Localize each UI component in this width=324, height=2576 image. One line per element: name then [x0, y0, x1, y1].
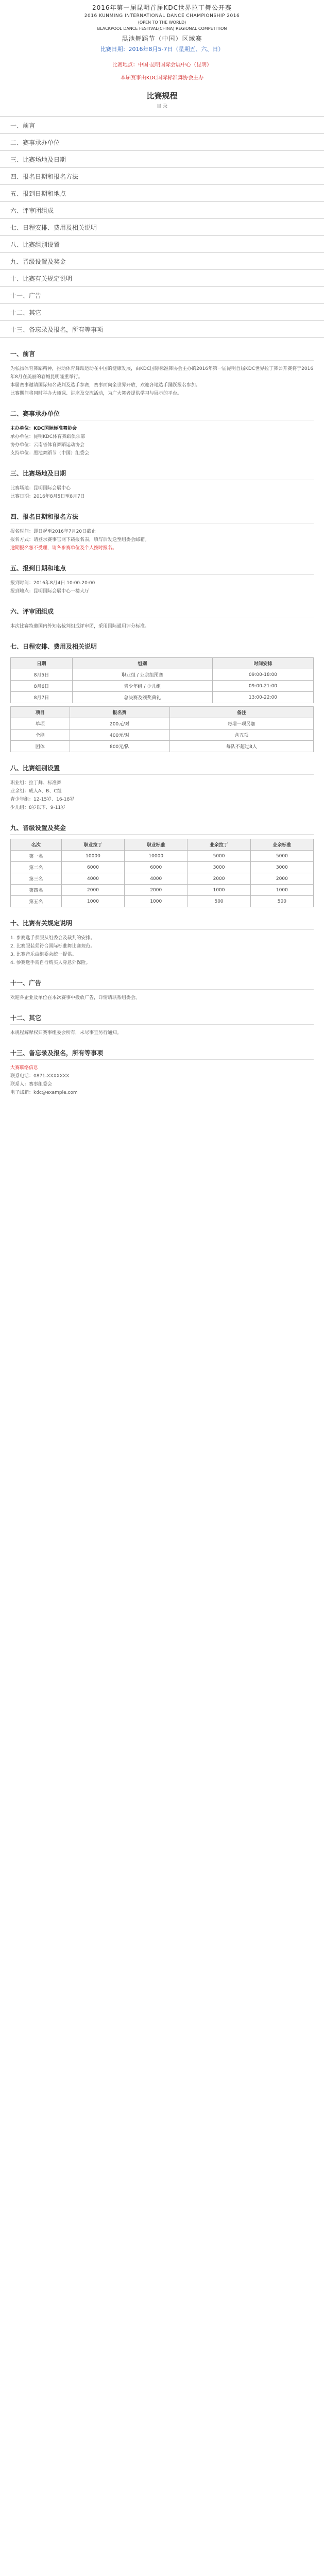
event-regional-en: BLACKPOOL DANCE FESTIVAL(CHINA) REGIONAL COMPETITION: [97, 26, 227, 31]
schedule-table: [10, 657, 314, 703]
event-date: 比赛日期：2016年8月5-7日（星期五、六、日）: [100, 46, 224, 53]
prize-table: [10, 839, 314, 907]
table-cell: 3000: [187, 862, 250, 873]
table-cell: 2000: [250, 873, 313, 885]
paragraph: 支持单位：黑池舞蹈节（中国）组委会: [10, 451, 90, 456]
table-cell: 3000: [250, 862, 313, 873]
table-cell: 青少年组 / 少儿组: [72, 681, 212, 692]
table-header: 时间安排: [212, 658, 313, 669]
section-heading-registration: 四、报名日期和报名方法: [10, 512, 314, 523]
table-cell: 全能: [11, 730, 70, 741]
table-header: 项目: [11, 707, 70, 718]
paragraph: 少儿组：8岁以下、9-11岁: [10, 805, 66, 810]
paragraph: 承办单位：昆明KDC体育舞蹈俱乐部: [10, 434, 86, 439]
table-row: [11, 885, 314, 896]
event-title-cn: 2016年第一届昆明首届KDC世界拉丁舞公开赛: [92, 4, 232, 11]
table-row: [11, 681, 314, 692]
venue-notice: 比赛地点：中国·昆明国际会展中心（昆明）: [112, 62, 212, 68]
section-heading-organizers: 二、赛事承办单位: [10, 409, 314, 420]
toc-item[interactable]: 八、比赛组别设置: [0, 235, 324, 252]
paragraph: 业余组：成人A、B、C组: [10, 789, 62, 794]
table-cell: 500: [250, 896, 313, 907]
toc-item[interactable]: 十一、广告: [0, 286, 324, 303]
paragraph: 报名方式：请登录赛事官网下载报名表，填写后发送至组委会邮箱。: [10, 537, 150, 543]
table-cell: 4000: [125, 873, 187, 885]
table-row: [11, 718, 314, 730]
table-cell: 2000: [125, 885, 187, 896]
toc-item[interactable]: 十三、备忘录及报名，所有等事项: [0, 320, 324, 338]
table-cell: 10000: [61, 851, 124, 862]
paragraph: 主办单位：KDC国际标准舞协会: [10, 426, 77, 431]
table-cell: 800元/队: [70, 741, 169, 752]
table-row: [11, 741, 314, 752]
table-cell: 13:00-22:00: [212, 692, 313, 703]
paragraph: 青少年组：12-15岁、16-18岁: [10, 797, 75, 802]
paragraph: 逾期报名恕不受理，请各参赛单位及个人按时报名。: [10, 546, 117, 551]
table-cell: 8月5日: [11, 669, 73, 681]
table-cell: 5000: [250, 851, 313, 862]
table-cell: 1000: [125, 896, 187, 907]
paragraph: 协办单位：云南省体育舞蹈运动协会: [10, 443, 85, 448]
table-cell: 1000: [187, 885, 250, 896]
table-header: 备注: [169, 707, 313, 718]
event-title-en: 2016 KUNMING INTERNATIONAL DANCE CHAMPIONSHIP 2016: [84, 13, 240, 19]
paragraph: 报到地点：昆明国际会展中心一楼大厅: [10, 589, 90, 594]
paragraph: 比赛场地：昆明国际会展中心: [10, 486, 71, 491]
paragraph: 本规程解释权归赛事组委会所有，未尽事宜另行通知。: [10, 1030, 122, 1036]
table-cell: 每队不超过8人: [169, 741, 313, 752]
toc-item[interactable]: 五、报到日期和地点: [0, 184, 324, 201]
table-cell: 2000: [61, 885, 124, 896]
table-cell: 团体: [11, 741, 70, 752]
table-cell: 8月7日: [11, 692, 73, 703]
table-cell: 1000: [250, 885, 313, 896]
toc-item[interactable]: 四、报名日期和报名方法: [0, 167, 324, 184]
toc-item[interactable]: 十二、其它: [0, 303, 324, 320]
table-row: [11, 692, 314, 703]
table-header: 业余标准: [250, 839, 313, 851]
section-heading-other: 十二、其它: [10, 1013, 314, 1025]
contact-title: 大赛联络信息: [10, 1065, 39, 1071]
paragraph: 报到时间：2016年8月4日 10:00-20:00: [10, 581, 95, 586]
toc-item[interactable]: 二、赛事承办单位: [0, 133, 324, 150]
table-row: [11, 896, 314, 907]
section-heading-preface: 一、前言: [10, 349, 314, 361]
table-cell: 4000: [61, 873, 124, 885]
toc-item[interactable]: 六、评审团组成: [0, 201, 324, 218]
event-regional-cn: 黑池舞蹈节（中国）区域赛: [122, 35, 202, 42]
paragraph: 本次比赛特邀国内外知名裁判组成评审团，采用国际通用评分标准。: [10, 624, 150, 629]
doc-title-block: [131, 90, 193, 109]
event-header: [0, 0, 324, 53]
table-cell: 含五项: [169, 730, 313, 741]
table-cell: 总决赛及颁奖典礼: [72, 692, 212, 703]
table-row: [11, 862, 314, 873]
table-cell: 1000: [61, 896, 124, 907]
table-cell: 6000: [125, 862, 187, 873]
toc-item[interactable]: 一、前言: [0, 116, 324, 133]
section-heading-venue: 三、比赛场地及日期: [10, 469, 314, 480]
section-heading-schedule: 七、日程安排、费用及相关说明: [10, 642, 314, 653]
doc-subtitle: 目 录: [157, 104, 167, 109]
doc-title: 比赛规程: [146, 91, 178, 100]
contact-line: 联系人：赛事组委会: [10, 1082, 53, 1087]
paragraph: 报名时间：即日起至2016年7月20日截止: [10, 529, 96, 534]
table-row: [11, 730, 314, 741]
organizer-notice: 本届赛事由KDC国际标准舞协会主办: [120, 75, 204, 81]
table-header: 业余拉丁: [187, 839, 250, 851]
table-header: 报名费: [70, 707, 169, 718]
paragraph: 职业组：拉丁舞、标准舞: [10, 781, 62, 786]
section-heading-categories: 八、比赛组别设置: [10, 764, 314, 775]
table-cell: 每增一项另加: [169, 718, 313, 730]
table-cell: 400元/对: [70, 730, 169, 741]
paragraph: 欢迎各企业及单位在本次赛事中投放广告，详情请联系组委会。: [10, 995, 141, 1001]
table-cell: 第二名: [11, 862, 62, 873]
paragraph: 2. 比赛服装须符合国际标准舞比赛规范。: [10, 944, 95, 949]
paragraph: 为弘扬体育舞蹈精神，推动体育舞蹈运动在中国的健康发展，由KDC国际标准舞协会主办的2016年第一届昆明首届KDC世界拉丁舞公开赛将于2016年8月在美丽的春城昆明隆重举行。: [10, 366, 314, 380]
table-cell: 09:00-18:00: [212, 669, 313, 681]
contact-line: 联系电话：0871-XXXXXXX: [10, 1074, 70, 1079]
table-row: [11, 851, 314, 862]
table-of-contents: [0, 116, 324, 338]
paragraph: 本届赛事邀请国际知名裁判及选手参赛，赛事面向全世界开放，欢迎各地选手踊跃报名参加。: [10, 383, 201, 388]
section-heading-checkin: 五、报到日期和地点: [10, 564, 314, 575]
table-cell: 5000: [187, 851, 250, 862]
section-heading-rules: 十、比赛有关规定说明: [10, 919, 314, 930]
table-cell: 500: [187, 896, 250, 907]
table-header: 名次: [11, 839, 62, 851]
table-cell: 职业组 / 业余组预赛: [72, 669, 212, 681]
table-cell: 单项: [11, 718, 70, 730]
table-header: 组别: [72, 658, 212, 669]
table-cell: 09:00-21:00: [212, 681, 313, 692]
paragraph: 1. 参赛选手须服从组委会及裁判的安排。: [10, 936, 95, 941]
table-row: [11, 669, 314, 681]
table-cell: 2000: [187, 873, 250, 885]
table-cell: 6000: [61, 862, 124, 873]
event-open-note: (OPEN TO THE WORLD): [138, 20, 186, 25]
table-cell: 第五名: [11, 896, 62, 907]
table-cell: 8月6日: [11, 681, 73, 692]
paragraph: 3. 比赛音乐由组委会统一提供。: [10, 952, 77, 957]
table-cell: 第一名: [11, 851, 62, 862]
table-header: 职业拉丁: [61, 839, 124, 851]
section-heading-judges: 六、评审团组成: [10, 607, 314, 618]
table-cell: 第三名: [11, 873, 62, 885]
table-cell: 第四名: [11, 885, 62, 896]
toc-item[interactable]: 十、比赛有关规定说明: [0, 269, 324, 286]
paragraph: 比赛期间将同时举办大师课、讲座及交流活动，为广大舞者提供学习与展示的平台。: [10, 391, 182, 396]
section-heading-ads: 十一、广告: [10, 978, 314, 990]
table-cell: 200元/对: [70, 718, 169, 730]
table-header: 职业标准: [125, 839, 187, 851]
table-cell: 10000: [125, 851, 187, 862]
paragraph: 比赛日期：2016年8月5日至8月7日: [10, 494, 85, 499]
table-row: [11, 873, 314, 885]
toc-item[interactable]: 七、日程安排、费用及相关说明: [0, 218, 324, 235]
section-heading-prizes: 九、晋级设置及奖金: [10, 823, 314, 835]
toc-item[interactable]: 三、比赛场地及日期: [0, 150, 324, 167]
contact-line: 电子邮箱：kdc@example.com: [10, 1090, 78, 1095]
section-heading-memo: 十三、备忘录及报名，所有等事项: [10, 1048, 314, 1060]
paragraph: 4. 参赛选手需自行购买人身意外保险。: [10, 960, 91, 965]
toc-item[interactable]: 九、晋级设置及奖金: [0, 252, 324, 269]
fee-table: [10, 706, 314, 752]
table-header: 日期: [11, 658, 73, 669]
